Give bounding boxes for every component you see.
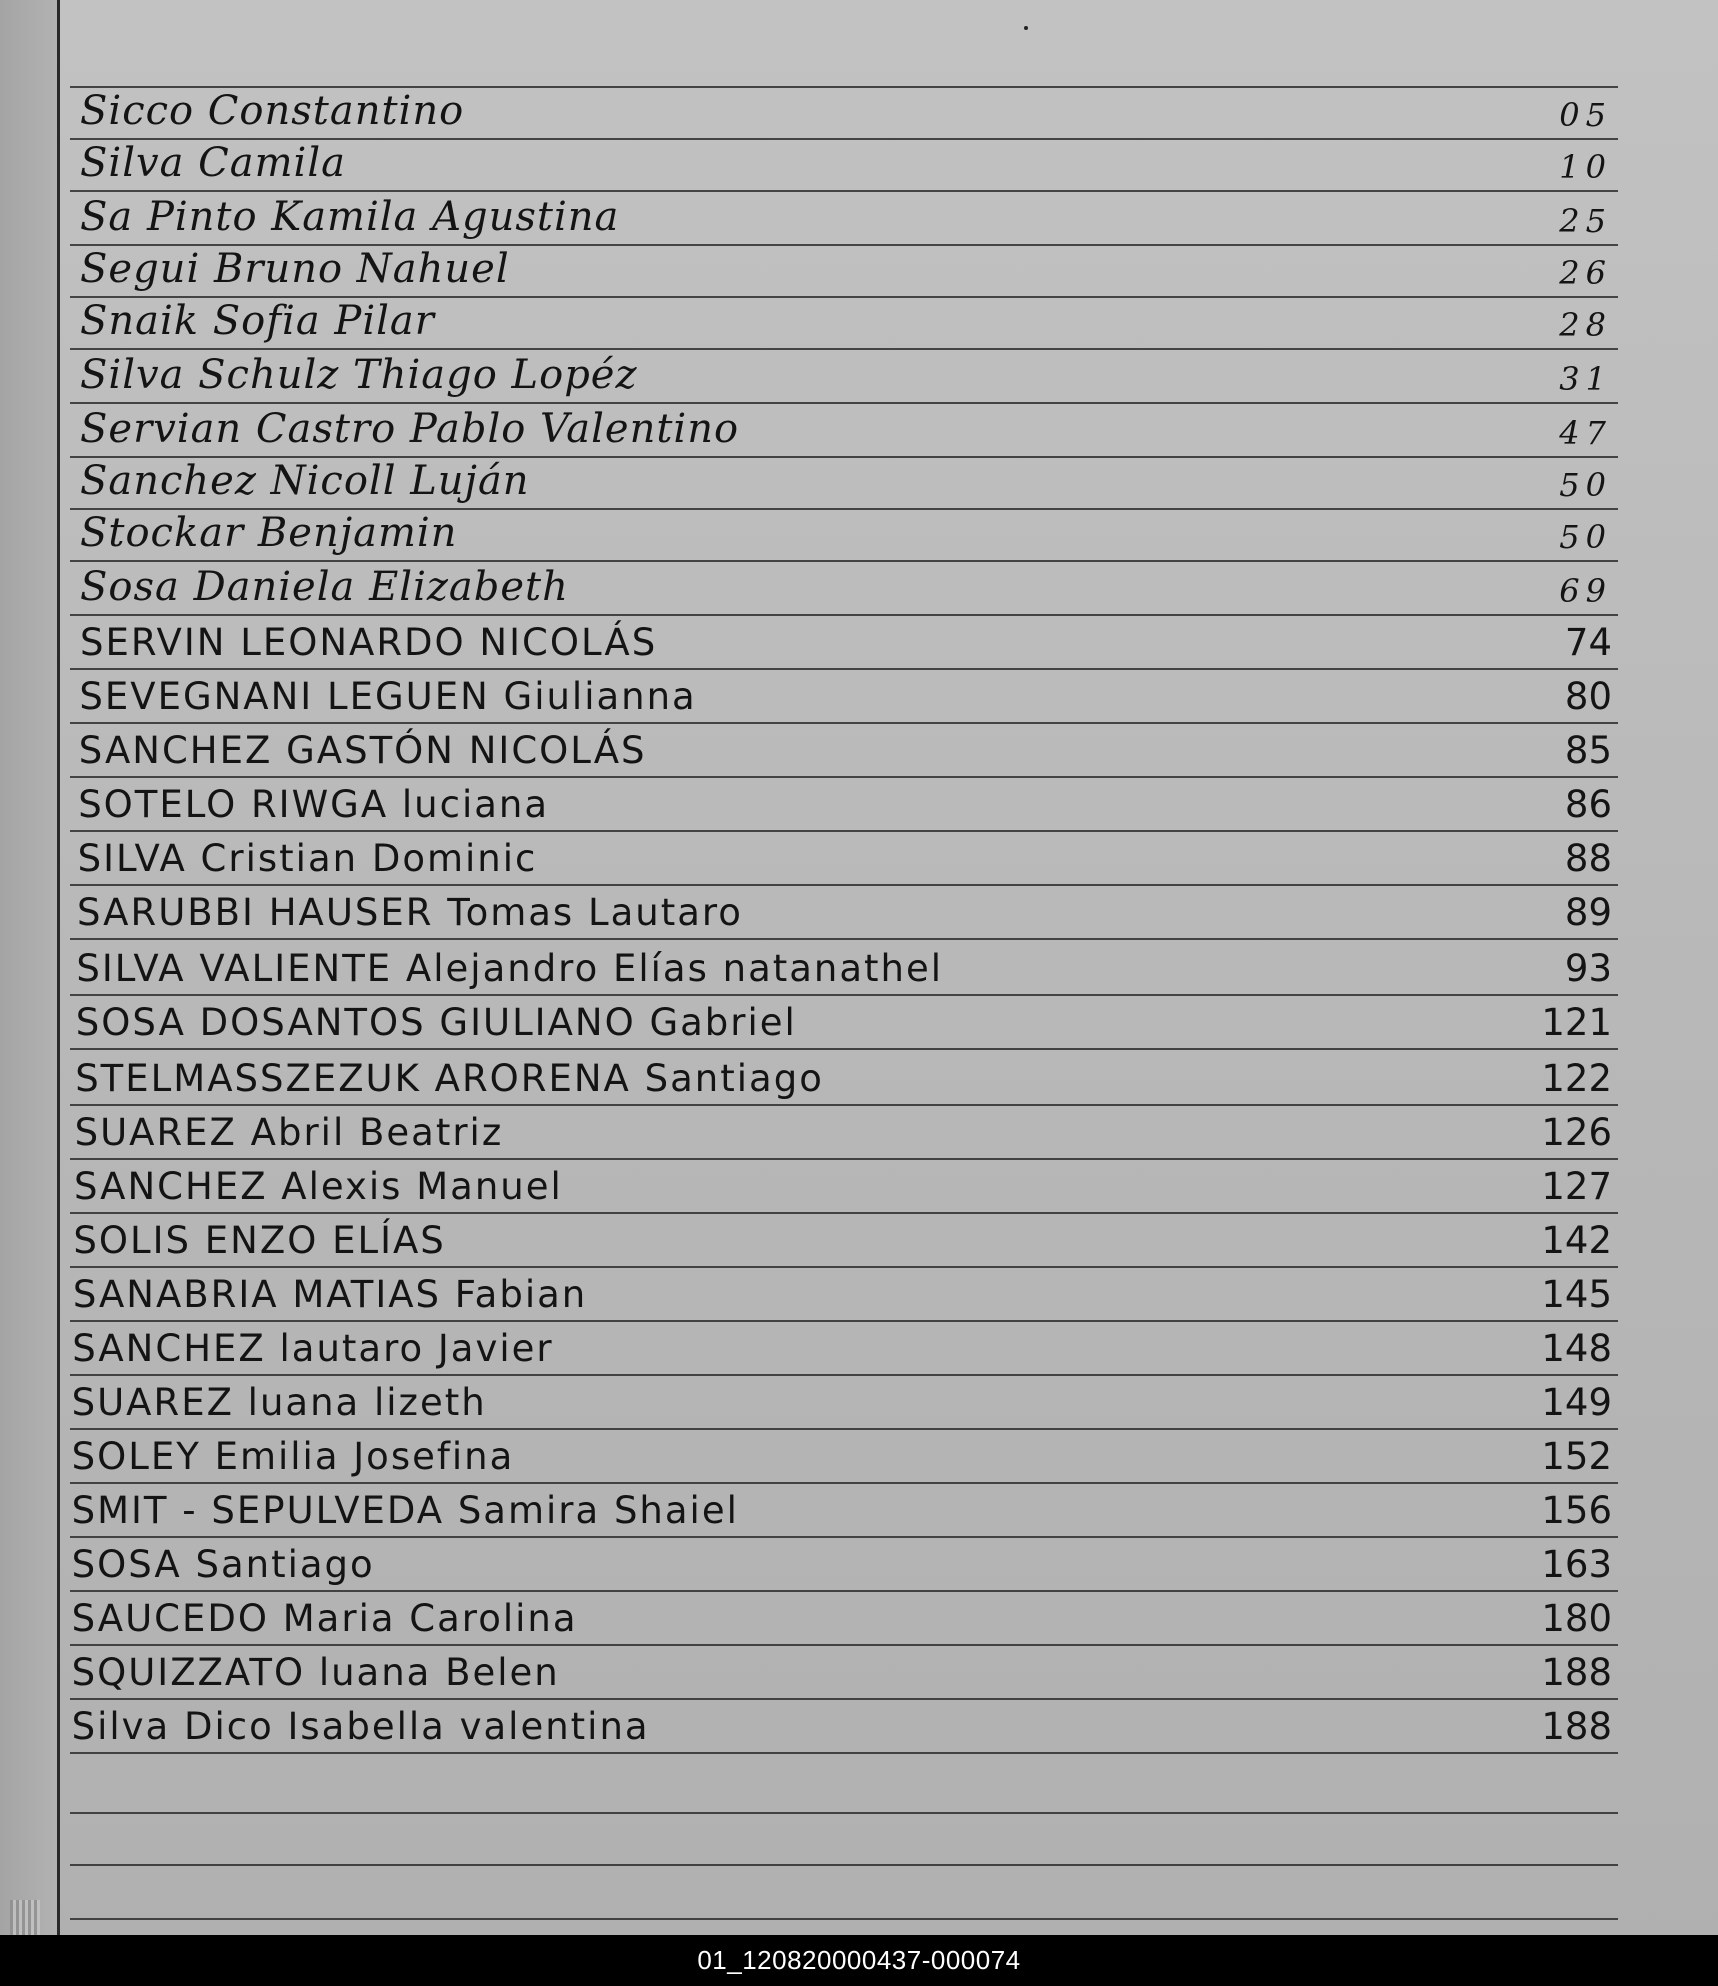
list-entry: [64, 1374, 1618, 1428]
list-number: 69: [1559, 572, 1612, 610]
list-number: 122: [1541, 1057, 1612, 1100]
list-number: 85: [1564, 729, 1612, 772]
student-name: Sicco Constantino: [80, 88, 465, 134]
student-name: Silva Schulz Thiago Lopéz: [80, 352, 638, 398]
list-entry: [70, 776, 1618, 830]
list-entry: [72, 508, 1618, 560]
ink-dot: [1024, 26, 1028, 30]
list-number: 80: [1564, 675, 1612, 718]
list-entry: [64, 1482, 1618, 1536]
student-name: SANABRIA MATIAS Fabian: [72, 1273, 588, 1316]
list-entry: [64, 1536, 1618, 1590]
list-entry: [72, 296, 1618, 348]
student-name: STELMASSZEZUK ARORENA Santiago: [75, 1057, 824, 1100]
student-name: SAUCEDO Maria Carolina: [71, 1597, 578, 1640]
rule-line: [70, 1812, 1618, 1814]
list-entry: [65, 1212, 1618, 1266]
list-entry: [68, 994, 1618, 1048]
ruled-list: [66, 0, 1618, 1935]
list-number: 50: [1559, 466, 1612, 504]
list-entry: [71, 722, 1618, 776]
student-name: Sa Pinto Kamila Agustina: [80, 194, 620, 240]
list-number: 89: [1564, 891, 1612, 934]
student-name: SUAREZ luana lizeth: [71, 1381, 487, 1424]
rule-line: [70, 1918, 1618, 1920]
list-number: 188: [1541, 1651, 1612, 1694]
list-entry: [67, 1104, 1618, 1158]
list-number: 25: [1559, 202, 1612, 240]
list-number: 180: [1541, 1597, 1612, 1640]
student-name: SILVA VALIENTE Alejandro Elías natanathel: [76, 947, 944, 990]
list-number: 149: [1541, 1381, 1612, 1424]
list-entry: [65, 1266, 1618, 1320]
list-number: 148: [1541, 1327, 1612, 1370]
student-name: SOLEY Emilia Josefina: [71, 1435, 515, 1478]
list-number: 28: [1559, 306, 1612, 344]
list-number: 127: [1541, 1165, 1612, 1208]
list-number: 10: [1559, 148, 1612, 186]
student-name: Silva Dico Isabella valentina: [71, 1705, 650, 1748]
list-number: 74: [1564, 621, 1612, 664]
list-entry: [66, 1158, 1618, 1212]
page-edge-line: [57, 0, 60, 1935]
list-entry: [71, 668, 1618, 722]
list-entry: [72, 244, 1618, 296]
list-number: 188: [1541, 1705, 1612, 1748]
list-entry: [64, 1320, 1618, 1374]
list-number: 86: [1564, 783, 1612, 826]
list-number: 126: [1541, 1111, 1612, 1154]
list-entry: [72, 138, 1618, 190]
list-entry: [72, 614, 1618, 668]
list-entry: [72, 348, 1618, 402]
student-name: Silva Camila: [80, 140, 346, 186]
student-name: SARUBBI HAUSER Tomas Lautaro: [77, 891, 743, 934]
list-number: 163: [1541, 1543, 1612, 1586]
student-name: SANCHEZ GASTÓN NICOLÁS: [78, 729, 647, 772]
list-number: 145: [1541, 1273, 1612, 1316]
list-entry: [72, 190, 1618, 244]
student-name: SOSA Santiago: [71, 1543, 375, 1586]
student-name: SOLIS ENZO ELÍAS: [73, 1219, 446, 1262]
list-entry: [64, 1590, 1618, 1644]
binder-edge: [10, 1900, 40, 1935]
student-name: SOSA DOSANTOS GIULIANO Gabriel: [75, 1001, 797, 1044]
rule-line: [70, 1864, 1618, 1866]
rule-line: [70, 1752, 1618, 1754]
list-entry: [68, 938, 1618, 994]
student-name: SEVEGNANI LEGUEN Giulianna: [79, 675, 697, 718]
list-entry: [69, 884, 1618, 938]
student-name: SMIT - SEPULVEDA Samira Shaiel: [71, 1489, 739, 1532]
list-number: 50: [1559, 518, 1612, 556]
list-number: 05: [1559, 96, 1612, 134]
scan-footer: [0, 1935, 1718, 1986]
list-number: 26: [1559, 254, 1612, 292]
list-entry: [72, 560, 1618, 614]
list-number: 88: [1564, 837, 1612, 880]
list-number: 142: [1541, 1219, 1612, 1262]
student-name: Stockar Benjamin: [80, 510, 458, 556]
list-entry: [72, 456, 1618, 508]
list-entry: [64, 1428, 1618, 1482]
list-entry: [67, 1048, 1618, 1104]
page-margin: [0, 0, 57, 1935]
list-number: 152: [1541, 1435, 1612, 1478]
list-entry: [70, 830, 1618, 884]
list-number: 47: [1559, 414, 1612, 452]
student-name: SANCHEZ Alexis Manuel: [74, 1165, 563, 1208]
student-name: SUAREZ Abril Beatriz: [74, 1111, 504, 1154]
student-name: Sosa Daniela Elizabeth: [80, 564, 569, 610]
list-entry: [72, 86, 1618, 138]
student-name: Segui Bruno Nahuel: [80, 246, 510, 292]
list-number: 156: [1541, 1489, 1612, 1532]
list-number: 93: [1564, 947, 1612, 990]
student-name: SERVIN LEONARDO NICOLÁS: [80, 621, 658, 664]
list-number: 31: [1559, 360, 1612, 398]
student-name: Snaik Sofia Pilar: [80, 298, 435, 344]
student-name: SANCHEZ lautaro Javier: [72, 1327, 554, 1370]
list-number: 121: [1541, 1001, 1612, 1044]
list-entry: [72, 402, 1618, 456]
document-id: 01_120820000437-000074: [697, 1945, 1021, 1975]
student-name: SILVA Cristian Dominic: [77, 837, 538, 880]
student-name: SQUIZZATO luana Belen: [71, 1651, 560, 1694]
student-name: Sanchez Nicoll Luján: [80, 458, 530, 504]
list-entry: [64, 1644, 1618, 1698]
student-name: SOTELO RIWGA luciana: [78, 783, 550, 826]
student-name: Servian Castro Pablo Valentino: [80, 406, 740, 452]
list-entry: [64, 1698, 1618, 1752]
